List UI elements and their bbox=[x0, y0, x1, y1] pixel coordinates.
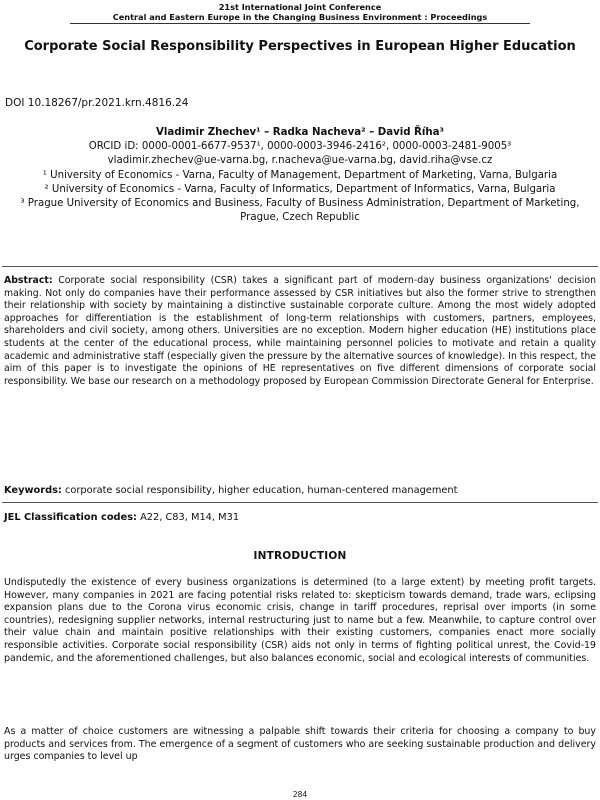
jel-codes bbox=[4, 512, 596, 523]
keywords-rule bbox=[2, 502, 598, 503]
conference-name: 21st International Joint Conference bbox=[218, 2, 382, 12]
abstract bbox=[4, 275, 596, 388]
keywords bbox=[4, 485, 596, 496]
abstract-top-rule bbox=[2, 266, 598, 267]
keywords-text: corporate social responsibility, higher education, human-centered management bbox=[61, 485, 458, 496]
jel-text: A22, C83, M14, M31 bbox=[136, 512, 240, 523]
keywords-label: Keywords: bbox=[4, 485, 62, 496]
paper-title: Corporate Social Responsibility Perspectives in European Higher Education bbox=[24, 39, 576, 54]
body-paragraph-1: Undisputedly the existence of every business organizations is determined (to a large extent) by meeting profit targets. However, many companies in 2021 are facing potential risks related to: skepticism towards demand, trade wars, eclipsing expansion plans due to the Corona virus economic crisis, change in tariff procedures, reprisal over imports (in some countries), redesigning supplier networks, internal restructuring just to name but a few. Meanwhile, to capture control over their value chain and maintain positive relationships with their existing customers, companies enact more socially responsible activities. Corporate social responsibility (CSR) aids not only in terms of fighting political unrest, the Covid-19 pandemic, and the aforementioned challenges, but also balances economic, social and ecological interests of communities. bbox=[4, 577, 596, 664]
abstract-label: Abstract: bbox=[4, 275, 53, 286]
body-paragraph-2: As a matter of choice customers are witnessing a palpable shift towards their criteria for choosing a company to buy products and services from. The emergence of a segment of customers who are seeking sustainable production and delivery urges companies to level up bbox=[4, 726, 596, 763]
jel-label: JEL Classification codes: bbox=[4, 512, 137, 523]
page-number: 284 bbox=[292, 790, 308, 799]
conference-header bbox=[70, 2, 530, 22]
doi: DOI 10.18267/pr.2021.krn.4816.24 bbox=[5, 97, 189, 109]
affiliation-3: ³ Prague University of Economics and Business, Faculty of Business Administration, Department of Marketing, Prague, Czech Republic bbox=[20, 198, 580, 224]
author-names: Vladimir Zhechev¹ – Radka Nacheva² – David Říha³ bbox=[156, 127, 444, 138]
orcid-ids: ORCID iD: 0000-0001-6677-9537¹, 0000-0003-3946-2416², 0000-0003-2481-9005³ bbox=[88, 141, 512, 153]
affiliation-2: ² University of Economics - Varna, Faculty of Informatics, Department of Informatics, Varna, Bulgaria bbox=[44, 183, 556, 195]
abstract-text: Corporate social responsibility (CSR) takes a significant part of modern-day business organizations' decision making. Not only do companies have their performance assessed by CSR initiatives but also the former strive to strengthen their relationship with society by maintaining a distinctive sustainable corporate culture. Among the most widely adopted approaches for differentiation is the establishment of long-term relationships with customers, partners, employees, shareholders and civil society, among others. Universities are no exception. Modern higher education (HE) institutions place students at the center of the educational process, while maintaining personnel policies to motivate and retain a quality academic and administrative staff (especially given the pressure by the alternative sources of knowledge). In this respect, the aim of this paper is to investigate the opinions of HE representatives on five different dimensions of corporate social responsibility. We base our research on a methodology proposed by European Commission Directorate General for Enterprise. bbox=[4, 275, 596, 387]
author-emails: vladimir.zhechev@ue-varna.bg, r.nacheva@ue-varna.bg, david.riha@vse.cz bbox=[107, 155, 493, 167]
proceedings-name: Central and Eastern Europe in the Changing Business Environment : Proceedings bbox=[112, 12, 488, 22]
section-heading-introduction: INTRODUCTION bbox=[253, 550, 347, 562]
author-block bbox=[2, 126, 598, 225]
affiliation-1: ¹ University of Economics - Varna, Faculty of Management, Department of Marketing, Varna, Bulgaria bbox=[42, 169, 558, 181]
header-rule bbox=[70, 23, 530, 24]
